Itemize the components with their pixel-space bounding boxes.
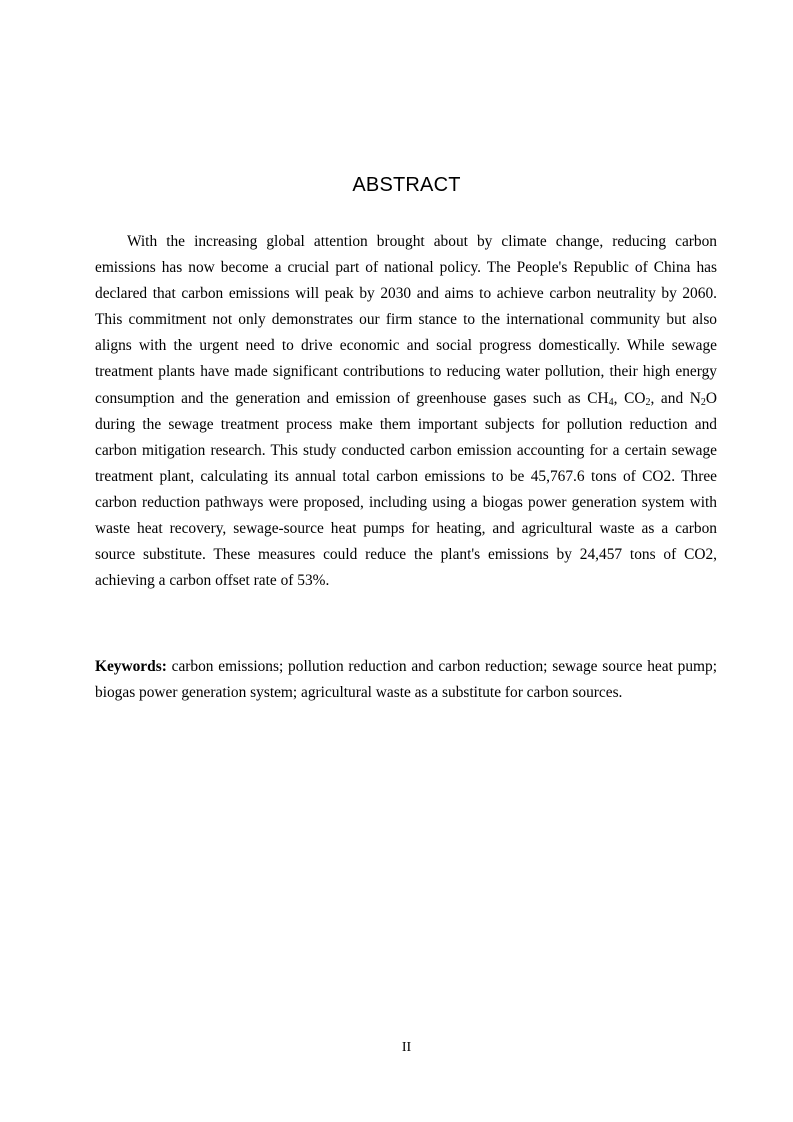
- page-number: II: [401, 1040, 412, 1055]
- co2-subscript: 2: [645, 396, 651, 408]
- keywords-paragraph: [95, 654, 717, 706]
- abstract-text-part-1: With the increasing global attention brought about by climate change, reducing carbon emissions has now become a crucial part of national policy. The People's Republic of China has declared that carbon emissions will peak by 2030 and aims to achieve carbon neutrality by 2060. This commitment not only demonstrates our firm stance to the international community but also aligns with the urgent need to drive economic and social progress domestically. While sewage treatment plants have made significant contributions to reducing water pollution, their high energy consumption and the generation and emission of greenhouse gases such as CH: [95, 233, 717, 407]
- abstract-text-part-3: , and N: [650, 389, 701, 407]
- abstract-heading: ABSTRACT: [352, 174, 461, 196]
- abstract-paragraph: [95, 229, 717, 594]
- ch4-subscript: 4: [608, 396, 614, 408]
- abstract-text-part-2: , CO: [613, 389, 646, 407]
- keywords-text: carbon emissions; pollution reduction and carbon reduction; sewage source heat pump; biogas power generation system; agricultural waste as a substitute for carbon sources.: [95, 658, 717, 702]
- abstract-text-part-4: O during the sewage treatment process make them important subjects for pollution reduction and carbon mitigation research. This study conducted carbon emission accounting for a certain sewage treatment plant, calculating its annual total carbon emissions to be 45,767.6 tons of CO2. Three carbon reduction pathways were proposed, including using a biogas power generation system with waste heat recovery, sewage-source heat pumps for heating, and agricultural waste as a carbon source substitute. These measures could reduce the plant's emissions by 24,457 tons of CO2, achieving a carbon offset rate of 53%.: [95, 389, 717, 590]
- n2o-subscript: 2: [700, 396, 706, 408]
- keywords-label: Keywords:: [95, 658, 167, 675]
